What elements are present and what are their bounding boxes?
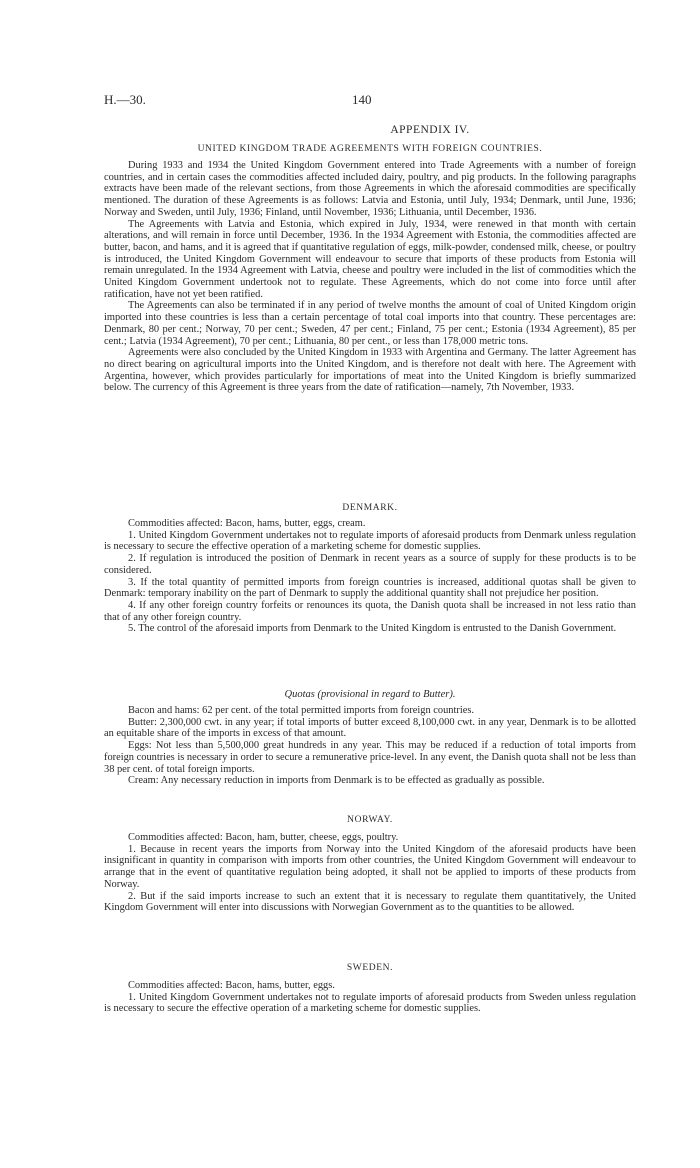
quotas-heading: Quotas (provisional in regard to Butter). xyxy=(284,689,456,700)
norway-paragraph: 1. Because in recent years the imports from Norway into the United Kingdom of the aforesaid products have been insignificant in quantity in comparison with imports from other countries, the United Kingdom Government will endeavour to arrange that in the event of quantitative regulation being adopted, it shall not be applied to imports of these products from Norway. xyxy=(104,843,636,890)
denmark-section xyxy=(104,518,636,635)
quota-paragraph: Butter: 2,300,000 cwt. in any year; if total imports of butter exceed 8,100,000 cwt. in any year, Denmark is to be allotted an equitable share of the imports in excess of that amount. xyxy=(104,716,636,740)
denmark-paragraph: Commodities affected: Bacon, hams, butter, eggs, cream. xyxy=(128,518,366,529)
page-number: 140 xyxy=(352,92,372,107)
intro-paragraph: During 1933 and 1934 the United Kingdom Government entered into Trade Agreements with a number of foreign countries, and in certain cases the commodities affected included dairy, poultry, and pig products. In the following paragraphs extracts have been made of the relevant sections, from those Agreements in which the aforesaid commodities are specifically mentioned. The duration of these Agreements is as follows: Latvia and Estonia, until July, 1934; Denmark, until June, 1936; Norway and Sweden, until July, 1936; Finland, until November, 1936; Lithuania, until December, 1936. xyxy=(104,160,636,218)
sweden-paragraph: Commodities affected: Bacon, hams, butter, eggs. xyxy=(128,980,335,991)
norway-section xyxy=(104,832,636,914)
appendix-label: APPENDIX IV. xyxy=(390,124,470,136)
denmark-paragraph: 3. If the total quantity of permitted imports from foreign countries is increased, additional quotas shall be given to Denmark: temporary inability on the part of Denmark to supply the additional quantity shall not prejudice her position. xyxy=(104,576,636,600)
intro-paragraph: The Agreements with Latvia and Estonia, which expired in July, 1934, were renewed in that month with certain alterations, and will remain in force until December, 1936. In the 1934 Agreement with Estonia, the commodities affected are butter, bacon, and hams, and it is agreed that if quantitative regulation of eggs, milk-powder, condensed milk, cheese, or poultry is introduced, the United Kingdom Government will endeavour to secure that imports of these products from Estonia will remain unregulated. In the 1934 Agreement with Latvia, cheese and poultry were included in the list of commodities which the United Kingdom Government undertook not to regulate. These Agreements, which do not come into force until after ratification, have not yet been ratified. xyxy=(104,218,636,300)
section-heading-denmark: DENMARK. xyxy=(342,503,398,513)
norway-paragraph: Commodities affected: Bacon, ham, butter, cheese, eggs, poultry. xyxy=(128,832,399,843)
denmark-paragraph: 1. United Kingdom Government undertakes not to regulate imports of aforesaid products from Denmark unless regulation is necessary to secure the effective operation of a marketing scheme for domestic supplies. xyxy=(104,529,636,553)
denmark-paragraph: 2. If regulation is introduced the position of Denmark in recent years as a source of supply for these products is to be considered. xyxy=(104,553,636,576)
denmark-paragraph: 4. If any other foreign country forfeits or renounces its quota, the Danish quota shall be increased in not less ratio than that of any other foreign country. xyxy=(104,599,636,623)
quotas-section xyxy=(104,705,636,787)
report-reference: H.—30. xyxy=(104,92,146,107)
sweden-paragraph: 1. United Kingdom Government undertakes not to regulate imports of aforesaid products from Sweden unless regulation is necessary to secure the effective operation of a marketing scheme for domestic supplies. xyxy=(104,991,636,1015)
intro-paragraph: Agreements were also concluded by the United Kingdom in 1933 with Argentina and Germany. The latter Agreement has no direct bearing on agricultural imports into the United Kingdom, and is therefore not dealt with here. The Agreement with Argentina, however, which provides particularly for importations of meat into the United Kingdom is briefly summarized below. The currency of this Agreement is three years from the date of ratification—namely, 7th November, 1933. xyxy=(104,347,636,394)
quota-paragraph: Cream: Any necessary reduction in imports from Denmark is to be effected as gradually as possible. xyxy=(128,775,545,787)
norway-paragraph: 2. But if the said imports increase to such an extent that it is necessary to regulate them quantitatively, the United Kingdom Government will enter into discussions with Norwegian Government as to the quantities to be allowed. xyxy=(104,890,636,914)
section-heading-sweden: SWEDEN. xyxy=(346,963,394,973)
quota-paragraph: Eggs: Not less than 5,500,000 great hundreds in any year. This may be reduced if a reduction of total imports from foreign countries is necessary in order to secure a remunerative price-level. In any event, the Danish quota shall not be less than 38 per cent. of total foreign imports. xyxy=(104,740,636,775)
document-title: UNITED KINGDOM TRADE AGREEMENTS WITH FOREIGN COUNTRIES. xyxy=(197,144,543,154)
intro-section xyxy=(104,160,636,394)
intro-paragraph: The Agreements can also be terminated if in any period of twelve months the amount of coal of United Kingdom origin imported into these countries is less than a certain percentage of total coal imports into that country. These percentages are: Denmark, 80 per cent.; Norway, 70 per cent.; Sweden, 47 per cent.; Finland, 75 per cent.; Estonia (1934 Agreement), 85 per cent.; Latvia (1934 Agreement), 70 per cent.; Lithuania, 80 per cent., or less than 178,000 metric tons. xyxy=(104,300,636,347)
section-heading-norway: NORWAY. xyxy=(347,815,393,825)
denmark-paragraph: 5. The control of the aforesaid imports from Denmark to the United Kingdom is entrusted to the Danish Government. xyxy=(128,623,617,635)
sweden-section xyxy=(104,980,636,1015)
quota-paragraph: Bacon and hams: 62 per cent. of the total permitted imports from foreign countries. xyxy=(128,705,474,716)
